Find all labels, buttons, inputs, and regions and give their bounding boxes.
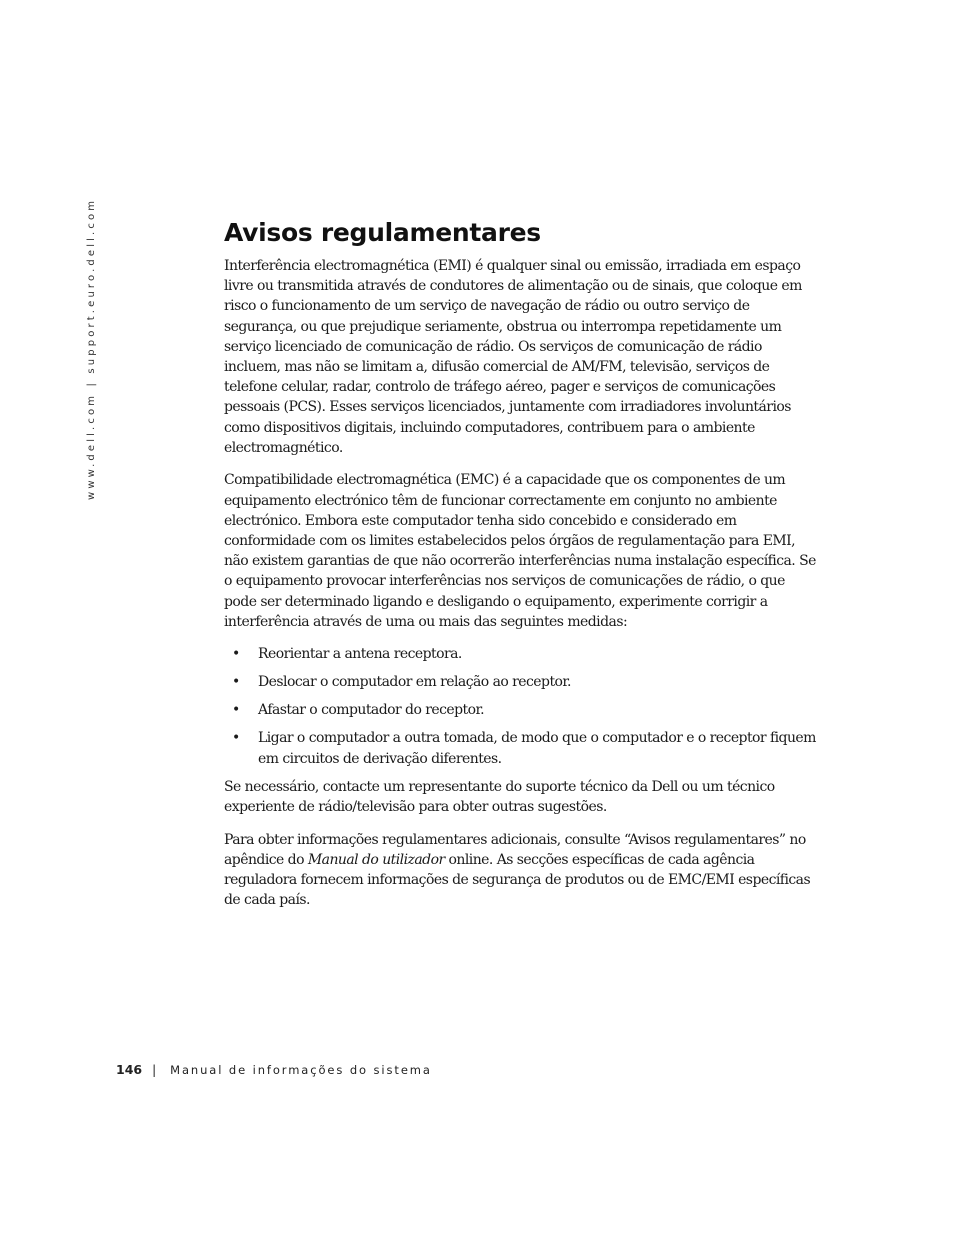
- body-paragraph: Compatibilidade electromagnética (EMC) é a capacidade que os componentes de um equipamento electrónico têm de funcionar correctamente em conjunto no ambiente electrónico. Embora este computador tenha sido concebido e considerado em conformidade com os limites estabelecidos pelos órgãos de regulamentação para EMI, não existem garantias de que não ocorrerão interferências numa instalação específica. Se o equipamento provocar interferências nos serviços de comunicações de rádio, o que pode ser determinado ligando e desligando o equipamento, experimente corrigir a interferência através de uma ou mais das seguintes medidas:: [224, 472, 816, 630]
- bullet-list: [224, 644, 816, 768]
- bullet-item: [224, 672, 816, 692]
- bullet-text: Ligar o computador a outra tomada, de modo que o computador e o receptor fiquem em circuitos de derivação diferentes.: [258, 730, 816, 767]
- side-url-text: www.dell.com | support.euro.dell.com: [86, 197, 97, 500]
- body-paragraph: Interferência electromagnética (EMI) é qualquer sinal ou emissão, irradiada em espaço livre ou transmitida através de condutores de alimentação ou de sinais, que coloque em risco o funcionamento de um serviço de navegação de rádio ou outro serviço de segurança, ou que prejudique seriamente, obstrua ou interrompa repetidamente um serviço licenciado de comunicação de rádio. Os serviços de comunicação de rádio incluem, mas não se limitam a, difusão comercial de AM/FM, televisão, serviços de telefone celular, radar, controlo de tráfego aéreo, pager e serviços de comunicações pessoais (PCS). Esses serviços licenciados, juntamente com irradiadores involuntários como dispositivos digitais, incluindo computadores, contribuem para o ambiente electromagnético.: [224, 258, 802, 456]
- page-footer: [116, 1061, 432, 1079]
- bullet-text: Reorientar a antena receptora.: [258, 646, 462, 663]
- bullet-icon: •: [232, 646, 240, 663]
- page-title: Avisos regulamentares: [224, 218, 541, 247]
- footer-title: Manual de informações do sistema: [170, 1063, 432, 1077]
- bullet-item: [224, 700, 816, 720]
- paragraph-text: online. As secções específicas de cada agência reguladora fornecem informações de segurança de produtos ou de EMC/EMI específicas de cada país.: [224, 851, 811, 909]
- bullet-icon: •: [232, 674, 240, 691]
- body-paragraph: Se necessário, contacte um representante do suporte técnico da Dell ou um técnico experiente de rádio/televisão para obter outras sugestões.: [224, 778, 775, 816]
- manual-title-italic: Manual do utilizador: [307, 851, 445, 868]
- body-paragraph-final: [224, 830, 816, 911]
- bullet-icon: •: [232, 730, 240, 747]
- bullet-item: [224, 728, 816, 768]
- bullet-item: [224, 644, 816, 664]
- page-number: 146: [116, 1062, 143, 1077]
- bullet-icon: •: [232, 702, 240, 719]
- bullet-text: Deslocar o computador em relação ao receptor.: [258, 674, 571, 691]
- footer-separator: |: [152, 1063, 157, 1077]
- main-content: [224, 214, 816, 923]
- paragraph-text: Para obter informações regulamentares adicionais, consulte “Avisos regulamentares” no apêndice do: [224, 831, 806, 868]
- bullet-text: Afastar o computador do receptor.: [258, 702, 485, 719]
